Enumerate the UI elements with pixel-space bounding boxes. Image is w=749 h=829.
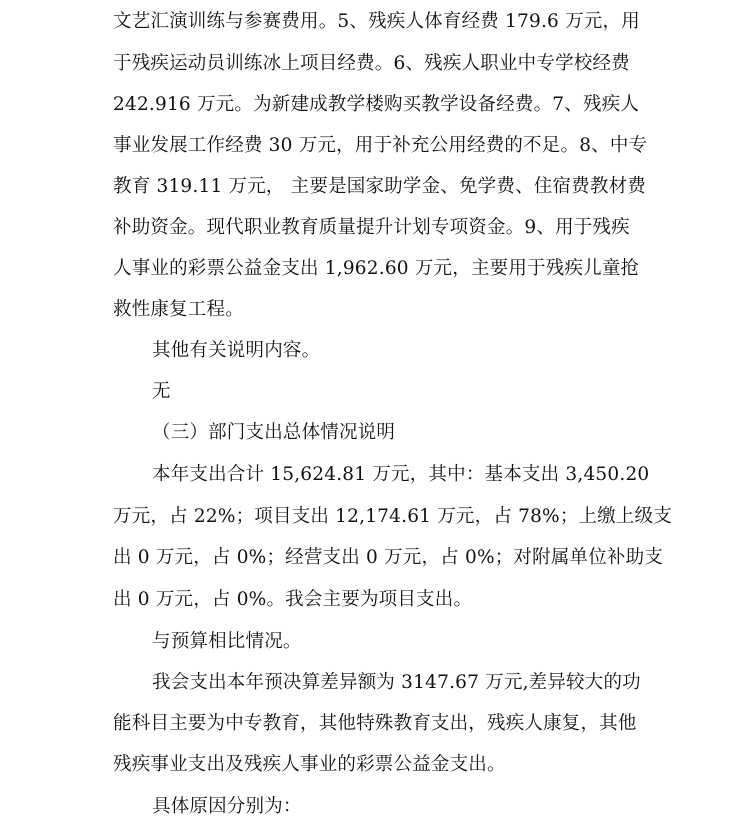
text-line: 事业发展工作经费 30 万元，用于补充公用经费的不足。8、中专 [113, 135, 648, 156]
text-line: 人事业的彩票公益金支出 1,962.60 万元，主要用于残疾儿童抢 [113, 258, 640, 279]
paragraph-line: 本年支出合计 15,624.81 万元，其中：基本支出 3,450.20 [152, 464, 650, 485]
text-line: 教育 319.11 万元， 主要是国家助学金、免学费、住宿费教材费 [113, 176, 646, 197]
paragraph-line: 与预算相比情况。 [152, 631, 302, 652]
paragraph-line: 其他有关说明内容。 [152, 340, 321, 361]
text-line: 出 0 万元，占 0%。我会主要为项目支出。 [113, 589, 473, 610]
paragraph-line: 无 [152, 381, 171, 402]
paragraph-line: 具体原因分别为： [152, 796, 302, 817]
text-line: 242.916 万元。为新建成教学楼购买教学设备经费。7、残疾人 [113, 94, 640, 115]
text-line: 文艺汇演训练与参赛费用。5、残疾人体育经费 179.6 万元，用 [113, 11, 640, 32]
text-line: 万元，占 22%；项目支出 12,174.61 万元，占 78%；上缴上级支 [113, 506, 673, 527]
text-line: 于残疾运动员训练冰上项目经费。6、残疾人职业中专学校经费 [113, 53, 630, 74]
section-heading: （三）部门支出总体情况说明 [152, 422, 396, 443]
paragraph-line: 我会支出本年预决算差异额为 3147.67 万元,差异较大的功 [152, 672, 641, 693]
text-line: 能科目主要为中专教育，其他特殊教育支出，残疾人康复，其他 [113, 713, 637, 734]
text-line: 出 0 万元，占 0%；经营支出 0 万元，占 0%；对附属单位补助支 [113, 547, 664, 568]
text-line: 补助资金。现代职业教育质量提升计划专项资金。9、用于残疾 [113, 217, 630, 238]
text-line: 救性康复工程。 [113, 299, 244, 320]
text-line: 残疾事业支出及残疾人事业的彩票公益金支出。 [113, 754, 506, 775]
